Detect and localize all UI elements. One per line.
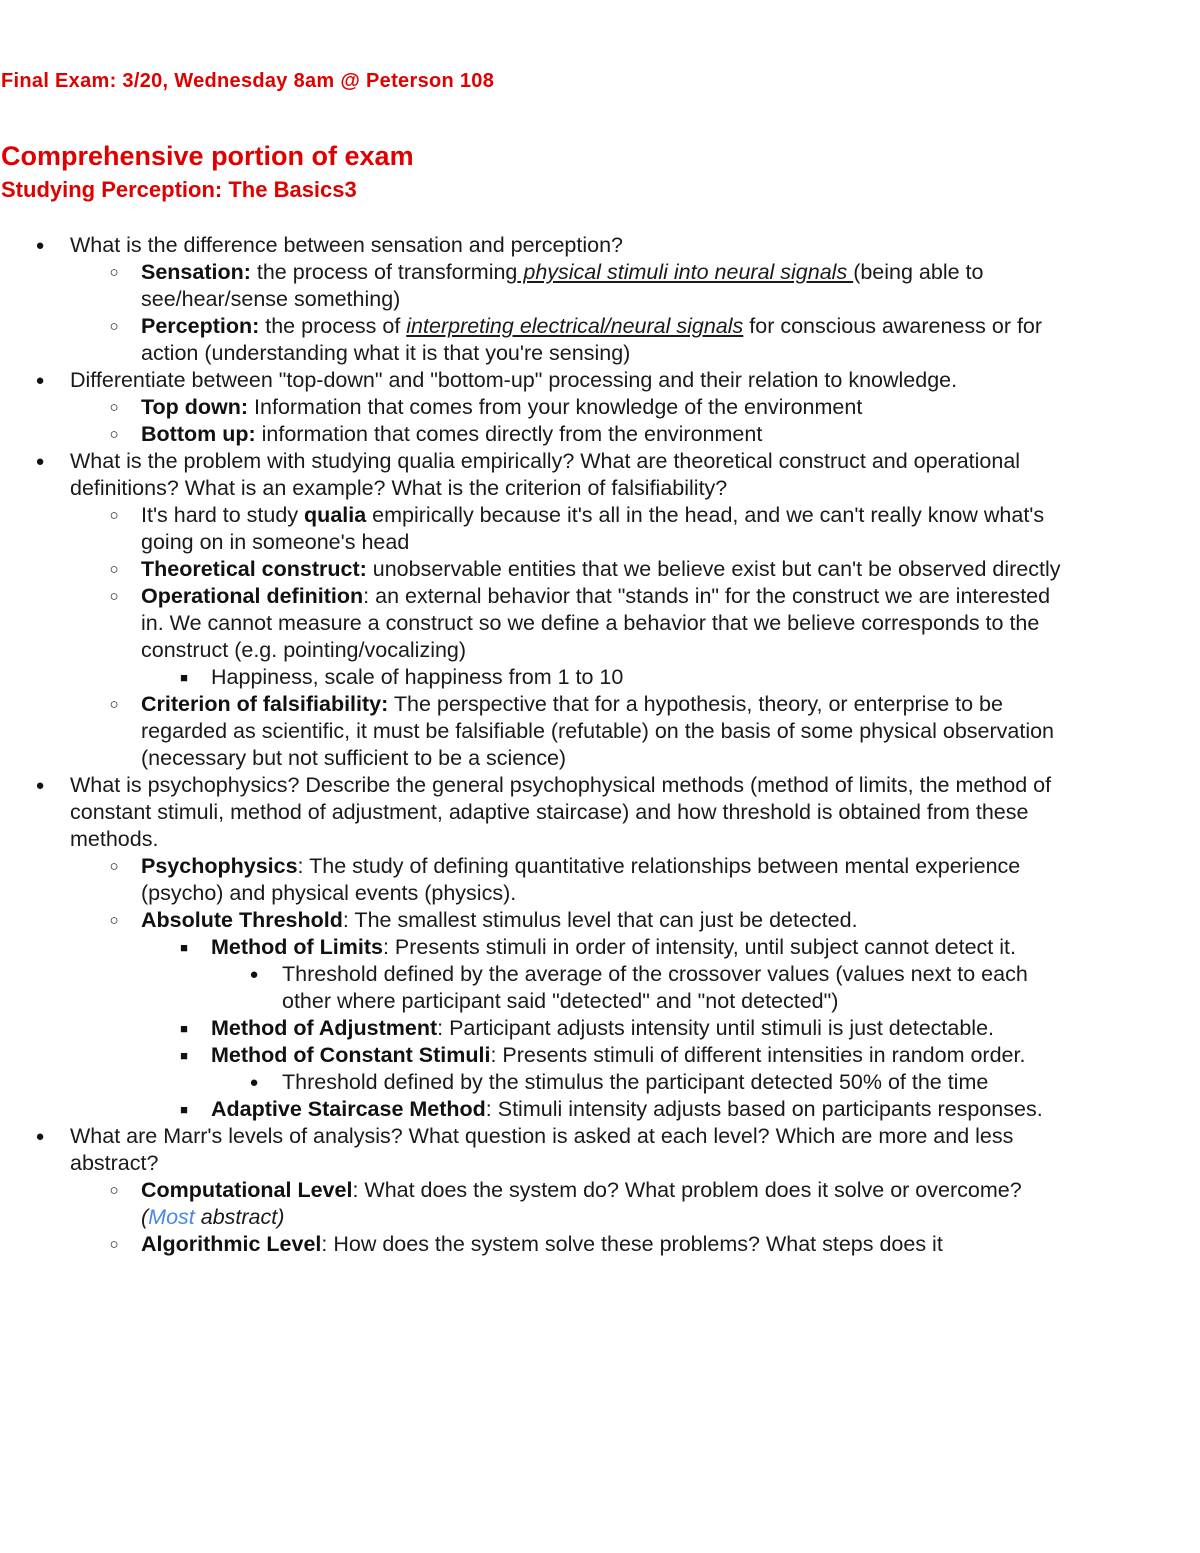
hollow-circle-bullet-icon: ○ xyxy=(109,561,119,578)
term: Operational definition xyxy=(141,584,364,608)
answer-qualia xyxy=(0,502,1071,556)
answer-absolute-threshold xyxy=(0,907,1071,934)
hollow-circle-bullet-icon: ○ xyxy=(109,264,119,281)
section-title: Comprehensive portion of exam xyxy=(1,141,414,171)
term: Sensation: xyxy=(141,260,251,284)
term: Top down: xyxy=(141,395,249,419)
answer-text: the process of xyxy=(259,314,407,338)
filled-circle-bullet-icon: ● xyxy=(35,777,45,794)
question-marr-levels xyxy=(0,1123,1070,1177)
term: Method of Limits xyxy=(211,935,383,959)
answer-text: : Participant adjusts intensity until stimuli is just detectable. xyxy=(437,1016,994,1040)
question-text: What is psychophysics? Describe the general psychophysical methods (method of limits, the method of constant stimuli, method of adjustment, adaptive staircase) and how threshold is obtained from these methods. xyxy=(70,773,1052,851)
answer-bottom-up xyxy=(0,421,1071,448)
constant-stimuli-threshold xyxy=(0,1069,1062,1096)
answer-text: : The study of defining quantitative relationships between mental experience (psycho) and physical events (physics). xyxy=(141,854,1021,905)
answer-theoretical-construct xyxy=(0,556,1071,583)
hollow-circle-bullet-icon: ○ xyxy=(109,912,119,929)
term: Bottom up: xyxy=(141,422,256,446)
term: Algorithmic Level xyxy=(141,1232,322,1256)
method-of-limits xyxy=(0,934,1051,961)
example-text: Happiness, scale of happiness from 1 to 10 xyxy=(211,665,624,689)
answer-perception xyxy=(0,313,1071,367)
term: Method of Constant Stimuli xyxy=(211,1043,491,1067)
filled-circle-bullet-icon: ● xyxy=(249,1074,259,1091)
hollow-circle-bullet-icon: ○ xyxy=(109,1236,119,1253)
square-bullet-icon: ■ xyxy=(180,1102,188,1117)
section-subtitle: Studying Perception: The Basics3 xyxy=(1,177,357,202)
answer-text: : The smallest stimulus level that can just be detected. xyxy=(342,908,858,932)
answer-text: unobservable entities that we believe exist but can't be observed directly xyxy=(366,557,1061,581)
hollow-circle-bullet-icon: ○ xyxy=(109,426,119,443)
term: Criterion of falsifiability: xyxy=(141,692,389,716)
filled-circle-bullet-icon: ● xyxy=(35,237,45,254)
answer-sensation xyxy=(0,259,1071,313)
answer-text: Threshold defined by the stimulus the participant detected 50% of the time xyxy=(282,1070,989,1094)
question-qualia xyxy=(0,448,1070,502)
hollow-circle-bullet-icon: ○ xyxy=(109,399,119,416)
question-text: Differentiate between "top-down" and "bottom-up" processing and their relation to knowledge. xyxy=(70,368,958,392)
answer-text: It's hard to study xyxy=(141,503,305,527)
question-psychophysics xyxy=(0,772,1070,853)
answer-text: : Presents stimuli of different intensities in random order. xyxy=(490,1043,1026,1067)
term: Absolute Threshold xyxy=(141,908,343,932)
term: Method of Adjustment xyxy=(211,1016,438,1040)
answer-text: : Presents stimuli in order of intensity, until subject cannot detect it. xyxy=(382,935,1016,959)
filled-circle-bullet-icon: ● xyxy=(35,1128,45,1145)
hollow-circle-bullet-icon: ○ xyxy=(109,696,119,713)
hollow-circle-bullet-icon: ○ xyxy=(109,858,119,875)
question-text: What is the problem with studying qualia empirically? What are theoretical construct and operational definitions? What is an example? What is the criterion of falsifiability? xyxy=(70,449,1021,500)
answer-text: information that comes directly from the environment xyxy=(255,422,763,446)
term: Computational Level xyxy=(141,1178,353,1202)
term: qualia xyxy=(304,503,367,527)
paren-open: ( xyxy=(141,1205,149,1229)
square-bullet-icon: ■ xyxy=(180,670,188,685)
filled-circle-bullet-icon: ● xyxy=(249,966,259,983)
method-of-adjustment xyxy=(0,1015,1051,1042)
question-text: What are Marr's levels of analysis? What question is asked at each level? Which are more and less abstract? xyxy=(70,1124,1014,1175)
hollow-circle-bullet-icon: ○ xyxy=(109,1182,119,1199)
answer-computational-level xyxy=(0,1177,1071,1231)
term: Perception: xyxy=(141,314,260,338)
answer-algorithmic-level xyxy=(0,1231,1071,1258)
answer-falsifiability xyxy=(0,691,1071,772)
example-happiness xyxy=(0,664,1051,691)
method-of-limits-threshold xyxy=(0,961,1062,1015)
question-sensation-perception xyxy=(0,232,1070,259)
question-top-down-bottom-up xyxy=(0,367,1070,394)
method-of-constant-stimuli xyxy=(0,1042,1051,1069)
answer-text: : an external behavior that "stands in" for the construct we are interested in. We cannot measure a construct so we define a behavior that we believe corresponds to the construct (e.g. pointing/vocalizing) xyxy=(141,584,1051,662)
square-bullet-icon: ■ xyxy=(180,1048,188,1063)
notes-outline xyxy=(0,232,1100,1258)
answer-text: : How does the system solve these problems? What steps does it xyxy=(321,1232,943,1256)
term: Psychophysics xyxy=(141,854,298,878)
answer-text: The perspective that for a hypothesis, theory, or enterprise to be regarded as scientific, it must be falsifiable (refutable) on the basis of some physical observation (necessary but not sufficient to be a science) xyxy=(141,692,1055,770)
exam-info-header: Final Exam: 3/20, Wednesday 8am @ Peterson 108 xyxy=(1,70,495,92)
answer-text: Threshold defined by the average of the crossover values (values next to each other where participant said "detected" and "not detected") xyxy=(282,962,1028,1013)
underlined-phrase: interpreting electrical/neural signals xyxy=(406,314,744,338)
answer-text: for conscious awareness or for action (understanding what it is that you're sensing) xyxy=(141,314,1043,365)
answer-text: Information that comes from your knowledge of the environment xyxy=(248,395,863,419)
answer-psychophysics xyxy=(0,853,1071,907)
answer-text: : Stimuli intensity adjusts based on participants responses. xyxy=(485,1097,1043,1121)
hollow-circle-bullet-icon: ○ xyxy=(109,318,119,335)
adaptive-staircase-method xyxy=(0,1096,1051,1123)
filled-circle-bullet-icon: ● xyxy=(35,453,45,470)
term: Theoretical construct: xyxy=(141,557,367,581)
most-highlight: Most xyxy=(148,1205,195,1229)
answer-text: empirically because it's all in the head, and we can't really know what's going on in someone's head xyxy=(141,503,1045,554)
answer-top-down xyxy=(0,394,1071,421)
hollow-circle-bullet-icon: ○ xyxy=(109,588,119,605)
question-text: What is the difference between sensation and perception? xyxy=(70,233,623,257)
hollow-circle-bullet-icon: ○ xyxy=(109,507,119,524)
square-bullet-icon: ■ xyxy=(180,1021,188,1036)
filled-circle-bullet-icon: ● xyxy=(35,372,45,389)
answer-operational-definition xyxy=(0,583,1071,664)
term: Adaptive Staircase Method xyxy=(211,1097,486,1121)
answer-text: (being able to see/hear/sense something) xyxy=(141,260,984,311)
abstract-note: abstract) xyxy=(194,1205,285,1229)
answer-text: the process of transforming xyxy=(250,260,518,284)
square-bullet-icon: ■ xyxy=(180,940,188,955)
answer-text: : What does the system do? What problem does it solve or overcome? xyxy=(352,1178,1022,1202)
underlined-phrase: physical stimuli into neural signals xyxy=(517,260,854,284)
